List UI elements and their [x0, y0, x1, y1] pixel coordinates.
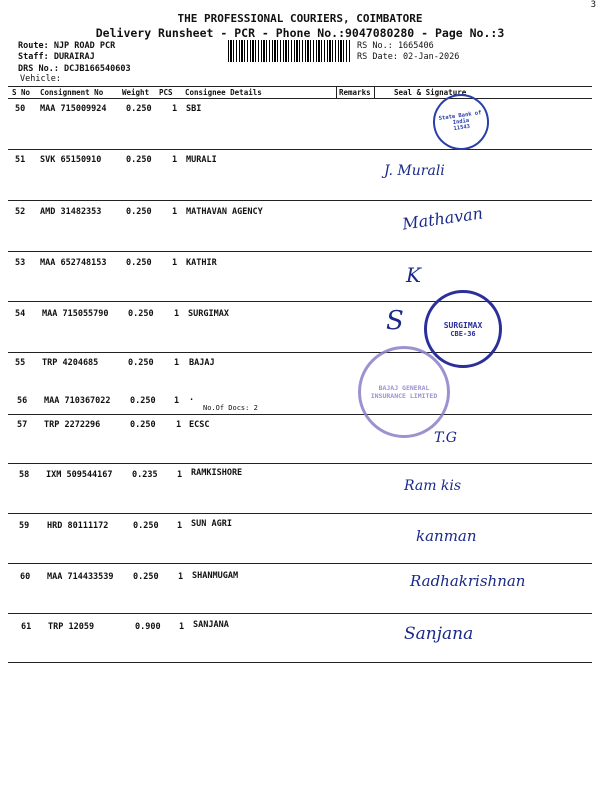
row-weight: 0.250 [133, 572, 159, 582]
row-sno: 56 [17, 396, 28, 406]
row-weight: 0.235 [132, 470, 158, 480]
header-bottom-rule [8, 98, 592, 99]
signature-murali: J. Murali [384, 163, 445, 179]
col-consignee: Consignee Details [185, 88, 262, 97]
row-pcs: 1 [179, 622, 185, 632]
col-sno: S No [12, 88, 31, 97]
row-sno: 61 [21, 622, 32, 632]
signature-surgimax: S [386, 306, 404, 336]
surgimax-stamp-city: CBE-36 [450, 329, 476, 338]
sbi-stamp [429, 90, 492, 153]
header-top-rule [8, 86, 592, 87]
signature-sunagri: kanman [416, 527, 477, 545]
row-consignee: SBI [186, 104, 202, 114]
row-sno: 59 [19, 521, 30, 531]
surgimax-stamp-name: SURGIMAX [443, 320, 483, 330]
row-pcs: 1 [172, 207, 178, 217]
row-consignment: TRP 2272296 [44, 420, 101, 430]
row-divider [8, 251, 592, 252]
row-divider [8, 200, 592, 201]
row-consignee: ECSC [189, 420, 210, 430]
runsheet-title: Delivery Runsheet - PCR - Phone No.:9047080280 - Page No.:3 [95, 26, 505, 40]
row-divider [8, 352, 592, 353]
row-consignment: TRP 4204685 [42, 358, 99, 368]
route-label: Route: NJP ROAD PCR [18, 41, 116, 51]
row-sno: 52 [15, 207, 26, 217]
row-divider [8, 149, 592, 150]
row-consignee: MURALI [186, 155, 217, 165]
row-sno: 58 [19, 470, 30, 480]
row-divider [8, 414, 592, 415]
row-weight: 0.250 [126, 258, 152, 268]
bajaj-stamp [358, 346, 450, 438]
signature-kathir: K [406, 263, 421, 287]
row-consignee: MATHAVAN AGENCY [186, 207, 263, 217]
col-weight: Weight [122, 88, 150, 97]
row-consignee: SHANMUGAM [192, 571, 239, 581]
remarks-divider-left [336, 86, 337, 99]
bajaj-stamp-line2: INSURANCE LIMITED [370, 392, 438, 400]
row-pcs: 1 [177, 470, 183, 480]
row-weight: 0.250 [126, 104, 152, 114]
row-pcs: 1 [174, 358, 180, 368]
row-consignment: MAA 715055790 [42, 309, 109, 319]
row-sno: 60 [20, 572, 31, 582]
row-consignee: BAJAJ [189, 358, 215, 368]
row-pcs: 1 [177, 521, 183, 531]
row-pcs: 1 [174, 396, 180, 406]
row-sno: 50 [15, 104, 26, 114]
row-weight: 0.250 [130, 396, 156, 406]
row-consignment: MAA 714433539 [47, 572, 114, 582]
row-pcs: 1 [174, 309, 180, 319]
row-weight: 0.250 [133, 521, 159, 531]
row-divider [8, 662, 592, 663]
row-pcs: 1 [176, 420, 182, 430]
row-weight: 0.250 [130, 420, 156, 430]
row-divider [8, 463, 592, 464]
row-consignment: AMD 31482353 [40, 207, 102, 217]
staff-label: Staff: DURAIRAJ [18, 52, 95, 62]
row-pcs: 1 [172, 155, 178, 165]
row-consignee: SURGIMAX [188, 309, 229, 319]
bajaj-stamp-line1: BAJAJ GENERAL [378, 384, 430, 392]
barcode [228, 40, 350, 62]
row-pcs: 1 [172, 104, 178, 114]
signature-shanmugam: Radhakrishnan [410, 572, 526, 590]
row-consignment: TRP 12059 [48, 622, 95, 632]
row-weight: 0.250 [126, 155, 152, 165]
col-remarks: Remarks [339, 88, 371, 97]
row-pcs: 1 [172, 258, 178, 268]
vehicle-label: Vehicle: [20, 74, 61, 84]
surgimax-stamp [424, 290, 502, 368]
row-consignee: KATHIR [186, 258, 217, 268]
row-consignment: IXM 509544167 [46, 470, 113, 480]
row-weight: 0.250 [128, 309, 154, 319]
row-consignee: SANJANA [193, 620, 229, 630]
row-divider [8, 613, 592, 614]
row-sno: 57 [17, 420, 28, 430]
signature-mathavan: Mathavan [401, 203, 485, 234]
rs-date: RS Date: 02-Jan-2026 [357, 52, 460, 62]
row-sno: 51 [15, 155, 26, 165]
row-divider [8, 301, 592, 302]
drs-label: DRS No.: DCJB166540603 [18, 64, 131, 74]
sbi-stamp-name: State Bank of India [438, 110, 482, 127]
row-sno: 53 [15, 258, 26, 268]
signature-ecsc: T.G [434, 430, 457, 446]
row-consignment: MAA 715009924 [40, 104, 107, 114]
rs-number: RS No.: 1665406 [357, 41, 434, 51]
col-consignment: Consignment No [40, 88, 104, 97]
row-sno: 54 [15, 309, 26, 319]
row-divider [8, 513, 592, 514]
row-consignment: SVK 65150910 [40, 155, 102, 165]
row-weight: 0.900 [135, 622, 161, 632]
row-sno: 55 [15, 358, 26, 368]
row-consignment: MAA 652748153 [40, 258, 107, 268]
signature-ramkishore: Ram kis [404, 478, 462, 494]
col-pcs: PCS [159, 88, 173, 97]
row-consignee: SUN AGRI [191, 519, 232, 529]
signature-sanjana: Sanjana [404, 624, 474, 644]
page-number: 3 [590, 0, 596, 10]
remarks-divider-right [374, 86, 375, 99]
row-pcs: 1 [178, 572, 184, 582]
row-consignment: MAA 710367022 [44, 396, 111, 406]
no-of-docs: No.Of Docs: 2 [203, 404, 258, 412]
row-weight: 0.250 [126, 207, 152, 217]
row-weight: 0.250 [128, 358, 154, 368]
col-seal-signature: Seal & Signature [394, 88, 467, 97]
sbi-stamp-code: 11543 [453, 123, 471, 133]
company-title: THE PROFESSIONAL COURIERS, COIMBATORE [177, 12, 423, 25]
row-consignee: RAMKISHORE [191, 468, 243, 478]
row-consignment: HRD 80111172 [47, 521, 109, 531]
row-consignee: . [189, 393, 195, 403]
row-divider [8, 563, 592, 564]
